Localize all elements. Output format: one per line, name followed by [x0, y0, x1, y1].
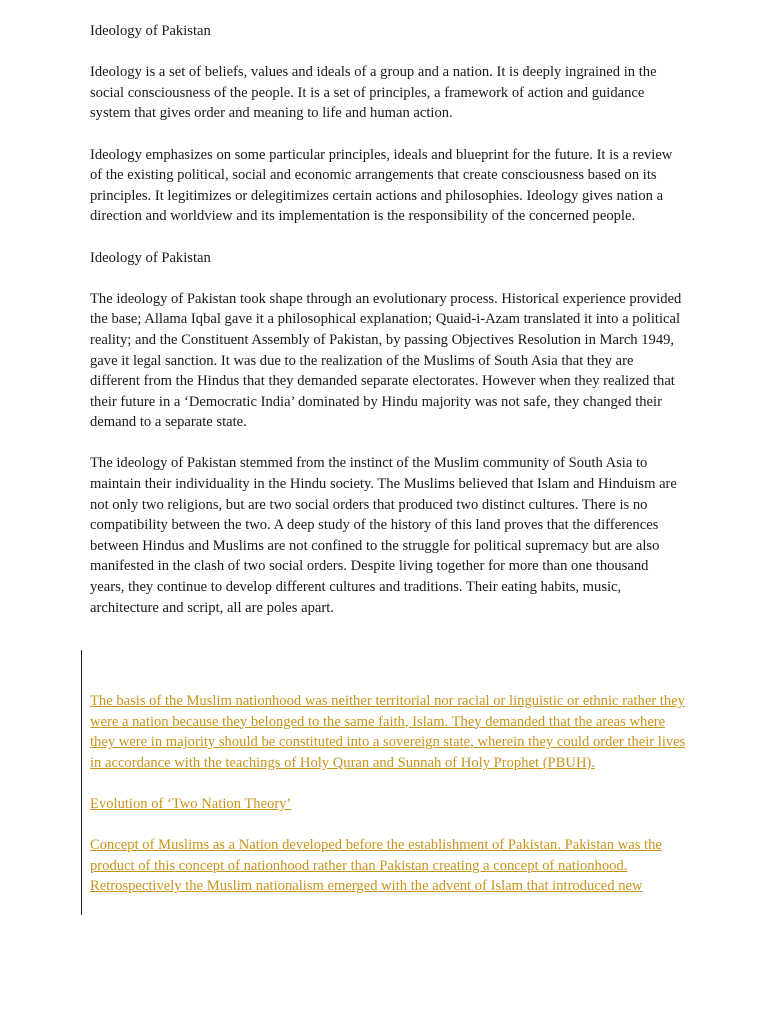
paragraph-ideology-principles: Ideology emphasizes on some particular principles, ideals and blueprint for the future. It is a review of the existing political, social and economic arrangements that create consciousness based on its principles. It legitimizes or delegitimizes certain actions and philosophies. Ideology gives nation a direction and worldview and its implementation is the responsibility of the concerned people.: [90, 146, 673, 225]
section-heading-ideology-of-pakistan: Ideology of Pakistan: [90, 249, 211, 266]
tracked-paragraph-concept-of-nation: Concept of Muslims as a Nation developed before the establishment of Pakistan. Pakistan was the product of this concept of nationhood rather than Pakistan creating a concept of nationhood. Retrospectively the Muslim nationalism emerged with the advent of Islam that introduced new: [90, 837, 662, 895]
tracked-paragraph-muslim-nationhood: The basis of the Muslim nationhood was neither territorial nor racial or linguistic or ethnic rather they were a nation because they belonged to the same faith, Islam. They demanded that the areas where they were in majority should be constituted into a sovereign state, wherein they could order their lives in accordance with the teachings of Holy Quran and Sunnah of Holy Prophet (PBUH).: [90, 693, 686, 771]
tracked-change-bar: [81, 650, 82, 915]
paragraph-evolutionary-process: The ideology of Pakistan took shape through an evolutionary process. Historical experience provided the base; Allama Iqbal gave it a philosophical explanation; Quaid-i-Azam translated it into a political reality; and the Constituent Assembly of Pakistan, by passing Objectives Resolution in March 1949, gave it legal sanction. It was due to the realization of the Muslims of South Asia that they are different from the Hindus that they demanded separate electorates. However when they realized that their future in a ‘Democratic India’ dominated by Hindu majority was not safe, they changed their demand to a separate state.: [90, 290, 682, 431]
tracked-changes-section: [90, 691, 690, 918]
tracked-heading-two-nation-theory: Evolution of ‘Two Nation Theory’: [90, 795, 292, 812]
document-body: [90, 21, 686, 639]
paragraph-muslim-instinct: The ideology of Pakistan stemmed from the instinct of the Muslim community of South Asia to maintain their individuality in the Hindu society. The Muslims believed that Islam and Hinduism are not only two religions, but are two social orders that produced two distinct cultures. There is no compatibility between the two. A deep study of the history of this land proves that the differences between Hindus and Muslims are not confined to the struggle for political supremacy but are also manifested in the clash of two social orders. Despite living together for more than one thousand years, they continue to develop different cultures and traditions. Their eating habits, music, architecture and script, all are poles apart.: [90, 455, 677, 616]
paragraph-ideology-definition: Ideology is a set of beliefs, values and ideals of a group and a nation. It is deeply ingrained in the social consciousness of the people. It is a set of principles, a framework of action and guidance system that gives order and meaning to life and human action.: [90, 64, 657, 122]
document-title: Ideology of Pakistan: [90, 23, 211, 39]
